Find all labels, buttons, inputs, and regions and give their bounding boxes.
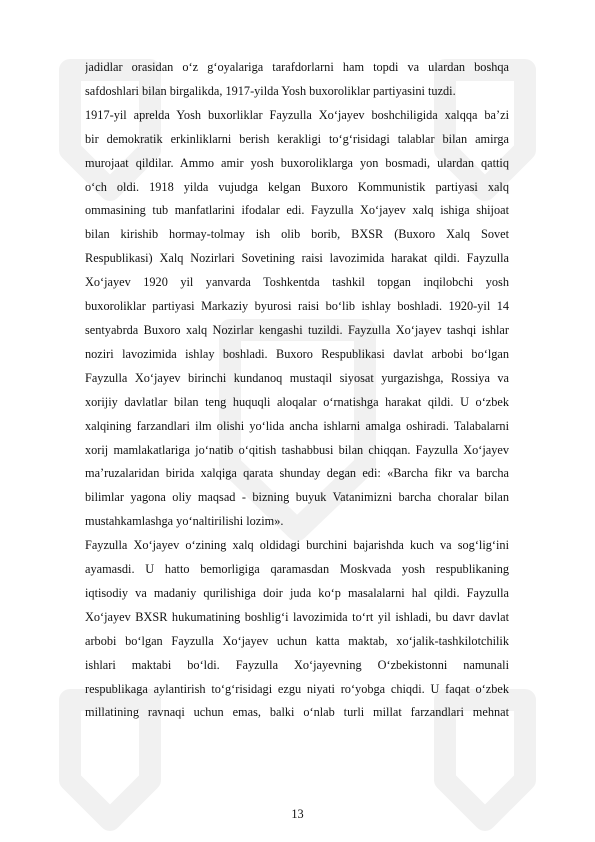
text-line: mustahkamlashga yo‘naltirilishi lozim». — [85, 514, 284, 529]
text-line: Xo‘jayev BXSR hukumatining boshlig‘i lavozimida to‘rt yil ishladi, bu davr davlat — [85, 609, 509, 624]
text-line: Xo‘jayev 1920 yil yanvarda Toshkentda tashkil topgan inqilobchi yosh — [85, 275, 509, 290]
text-line: sentyabrda Buxoro xalq Nozirlar kengashi tuzildi. Fayzulla Xo‘jayev tashqi ishlar — [85, 322, 509, 337]
text-line: xalqining farzandlari ilm olishi yo‘lida ancha ishlarni amalga oshiradi. Talabalarni — [85, 418, 509, 433]
text-line: murojaat qildilar. Ammo amir yosh buxoroliklarga yon bosmadi, ulardan qattiq — [85, 155, 509, 170]
text-line: millatining ravnaqi uchun emas, balki o‘nlab turli millat farzandlari mehnat — [85, 705, 509, 720]
text-line: safdoshlari bilan birgalikda, 1917-yilda Yosh buxoroliklar partiyasini tuzdi. — [85, 83, 456, 98]
text-line: ommasining tub manfatlarini ifodalar edi. Fayzulla Xo‘jayev xalq ishiga shijoat — [85, 203, 509, 218]
text-line: arbobi bo‘lgan Fayzulla Xo‘jayev uchun katta maktab, xo‘jalik-tashkilotchilik — [85, 633, 509, 648]
text-line: Fayzulla Xo‘jayev o‘zining xalq oldidagi burchini bajarishda kuch va sog‘lig‘ini — [85, 538, 509, 553]
text-line: bilan kirishib hormay-tolmay ish olib borib, BXSR (Buxoro Xalq Sovet — [85, 227, 509, 242]
text-line: buxoroliklar partiyasi Markaziy byurosi raisi bo‘lib ishlay boshladi. 1920-yil 14 — [85, 299, 509, 314]
text-line: bir demokratik erkinliklarni berish kerakligi to‘g‘risidagi talablar bilan amirga — [85, 131, 509, 146]
text-line: ayamasdi. U hatto bemorligiga qaramasdan Moskvada yosh respublikaning — [85, 562, 509, 577]
body-text — [85, 56, 509, 725]
text-line: xorij mamlakatlariga jo‘natib o‘qitish tashabbusi bilan chiqqan. Fayzulla Xo‘jayev — [85, 442, 509, 457]
text-line: 1917-yil aprelda Yosh buxorliklar Fayzulla Xo‘jayev boshchiligida xalqqa ba’zi — [85, 107, 509, 122]
page-number: 13 — [291, 807, 304, 821]
text-line: o‘ch oldi. 1918 yilda vujudga kelgan Buxoro Kommunistik partiyasi xalq — [85, 179, 509, 194]
text-line: jadidlar orasidan o‘z g‘oyalariga tarafdorlarni ham topdi va ulardan boshqa — [85, 60, 509, 74]
text-line: respublikaga aylantirish to‘g‘risidagi ezgu niyati ro‘yobga chiqdi. U faqat o‘zbek — [85, 681, 509, 696]
text-line: ishlari maktabi bo‘ldi. Fayzulla Xo‘jayevning O‘zbekistonni namunali — [85, 657, 509, 672]
text-line: ma’ruzalaridan birida xalqiga qarata shunday degan edi: «Barcha fikr va barcha — [85, 466, 509, 481]
text-line: xorijiy davlatlar bilan teng huquqli aloqalar o‘rnatishga harakat qildi. U o‘zbek — [85, 394, 509, 409]
text-line: Respublikasi) Xalq Nozirlari Sovetining raisi lavozimida harakat qildi. Fayzulla — [85, 251, 509, 266]
text-line: iqtisodiy va madaniy qurilishiga doir juda ko‘p masalalarni hal qildi. Fayzulla — [85, 585, 509, 600]
text-line: bilimlar yagona oliy maqsad - bizning buyuk Vatanimizni barcha choralar bilan — [85, 490, 509, 505]
text-line: Fayzulla Xo‘jayev birinchi kundanoq mustaqil siyosat yurgazishga, Rossiya va — [85, 370, 509, 385]
text-line: noziri lavozimida ishlay boshladi. Buxoro Respublikasi davlat arbobi bo‘lgan — [85, 346, 509, 361]
